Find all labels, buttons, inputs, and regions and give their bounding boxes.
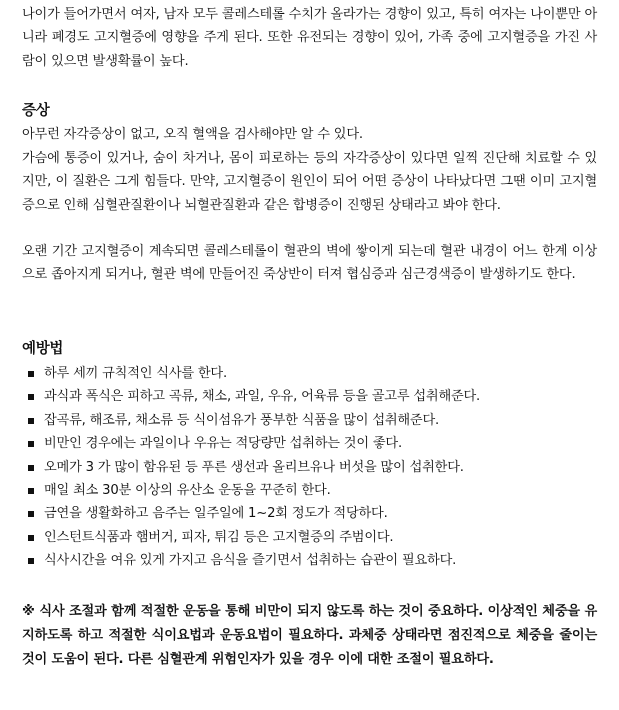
symptoms-paragraph-1: 아무런 자각증상이 없고, 오직 혈액을 검사해야만 알 수 있다. (22, 127, 363, 142)
intro-paragraph: 나이가 들어가면서 여자, 남자 모두 콜레스테롤 수치가 올라가는 경향이 있고, 특히 여자는 나이뿐만 아니라 폐경도 고지혈증에 영향을 주게 된다. 또한 유전되는 경향이 있어, 가족 중에 고지혈증을 가진 사람이 있으면 발생확률이 높다. (22, 7, 597, 69)
square-bullet-icon (28, 371, 34, 377)
list-item (22, 456, 602, 479)
note-paragraph: ※ 식사 조절과 함께 적절한 운동을 통해 비만이 되지 않도록 하는 것이 중요하다. 이상적인 체중을 유지하도록 하고 적절한 식이요법과 운동요법이 필요하다. 과체중 상태라면 점진적으로 체중을 줄이는 것이 도움이 된다. 다른 심혈관계 위험인자가 있을 경우 이에 대한 조절이 필요하다. (22, 604, 597, 667)
list-item (22, 385, 602, 408)
list-item-text: 금연을 생활화하고 음주는 일주일에 1~2회 정도가 적당하다. (44, 506, 388, 522)
square-bullet-icon (28, 535, 34, 541)
symptoms-paragraph-3: 오랜 기간 고지혈증이 계속되면 콜레스테롤이 혈관의 벽에 쌓이게 되는데 혈관 내경이 어느 한계 이상으로 좁아지게 되거나, 혈관 벽에 만들어진 죽상반이 터져 협심증과 심근경색증이 발생하기도 한다. (22, 244, 597, 283)
list-item (22, 362, 602, 385)
list-item (22, 549, 602, 572)
square-bullet-icon (28, 465, 34, 471)
list-item-text: 오메가 3 가 많이 함유된 등 푸른 생선과 올리브유나 버섯을 많이 섭취한다. (44, 459, 464, 475)
list-item-text: 식사시간을 여유 있게 가지고 음식을 즐기면서 섭취하는 습관이 필요하다. (44, 553, 457, 569)
list-item-text: 잡곡류, 해조류, 채소류 등 식이섬유가 풍부한 식품을 많이 섭취해준다. (44, 412, 440, 428)
list-item-text: 하루 세끼 규칙적인 식사를 한다. (44, 366, 227, 381)
list-item (22, 409, 602, 432)
square-bullet-icon (28, 441, 34, 447)
symptoms-paragraph-2: 가슴에 통증이 있거나, 숨이 차거나, 몸이 피로하는 등의 자각증상이 있다면 일찍 진단해 치료할 수 있지만, 이 질환은 그게 힘들다. 만약, 고지혈증이 원인이 되어 어떤 증상이 나타났다면 그땐 이미 고지혈증으로 인해 심혈관질환이나 뇌혈관질환과 같은 합병증이 진행된 상태라고 봐야 한다. (22, 151, 597, 213)
list-item (22, 502, 602, 525)
prevention-heading: 예방법 (22, 341, 64, 357)
square-bullet-icon (28, 418, 34, 424)
list-item (22, 479, 602, 502)
list-item (22, 432, 602, 455)
list-item-text: 인스턴트식품과 햄버거, 피자, 튀김 등은 고지혈증의 주범이다. (44, 529, 394, 545)
square-bullet-icon (28, 488, 34, 494)
square-bullet-icon (28, 511, 34, 517)
list-item-text: 매일 최소 30분 이상의 유산소 운동을 꾸준히 한다. (44, 483, 331, 499)
list-item-text: 과식과 폭식은 피하고 곡류, 채소, 과일, 우유, 어육류 등을 골고루 섭취해준다. (44, 389, 481, 405)
list-item-text: 비만인 경우에는 과일이나 우유는 적당량만 섭취하는 것이 좋다. (44, 436, 402, 452)
list-item (22, 526, 602, 549)
symptoms-heading: 증상 (22, 103, 50, 119)
square-bullet-icon (28, 394, 34, 400)
prevention-list (22, 362, 602, 573)
square-bullet-icon (28, 558, 34, 564)
